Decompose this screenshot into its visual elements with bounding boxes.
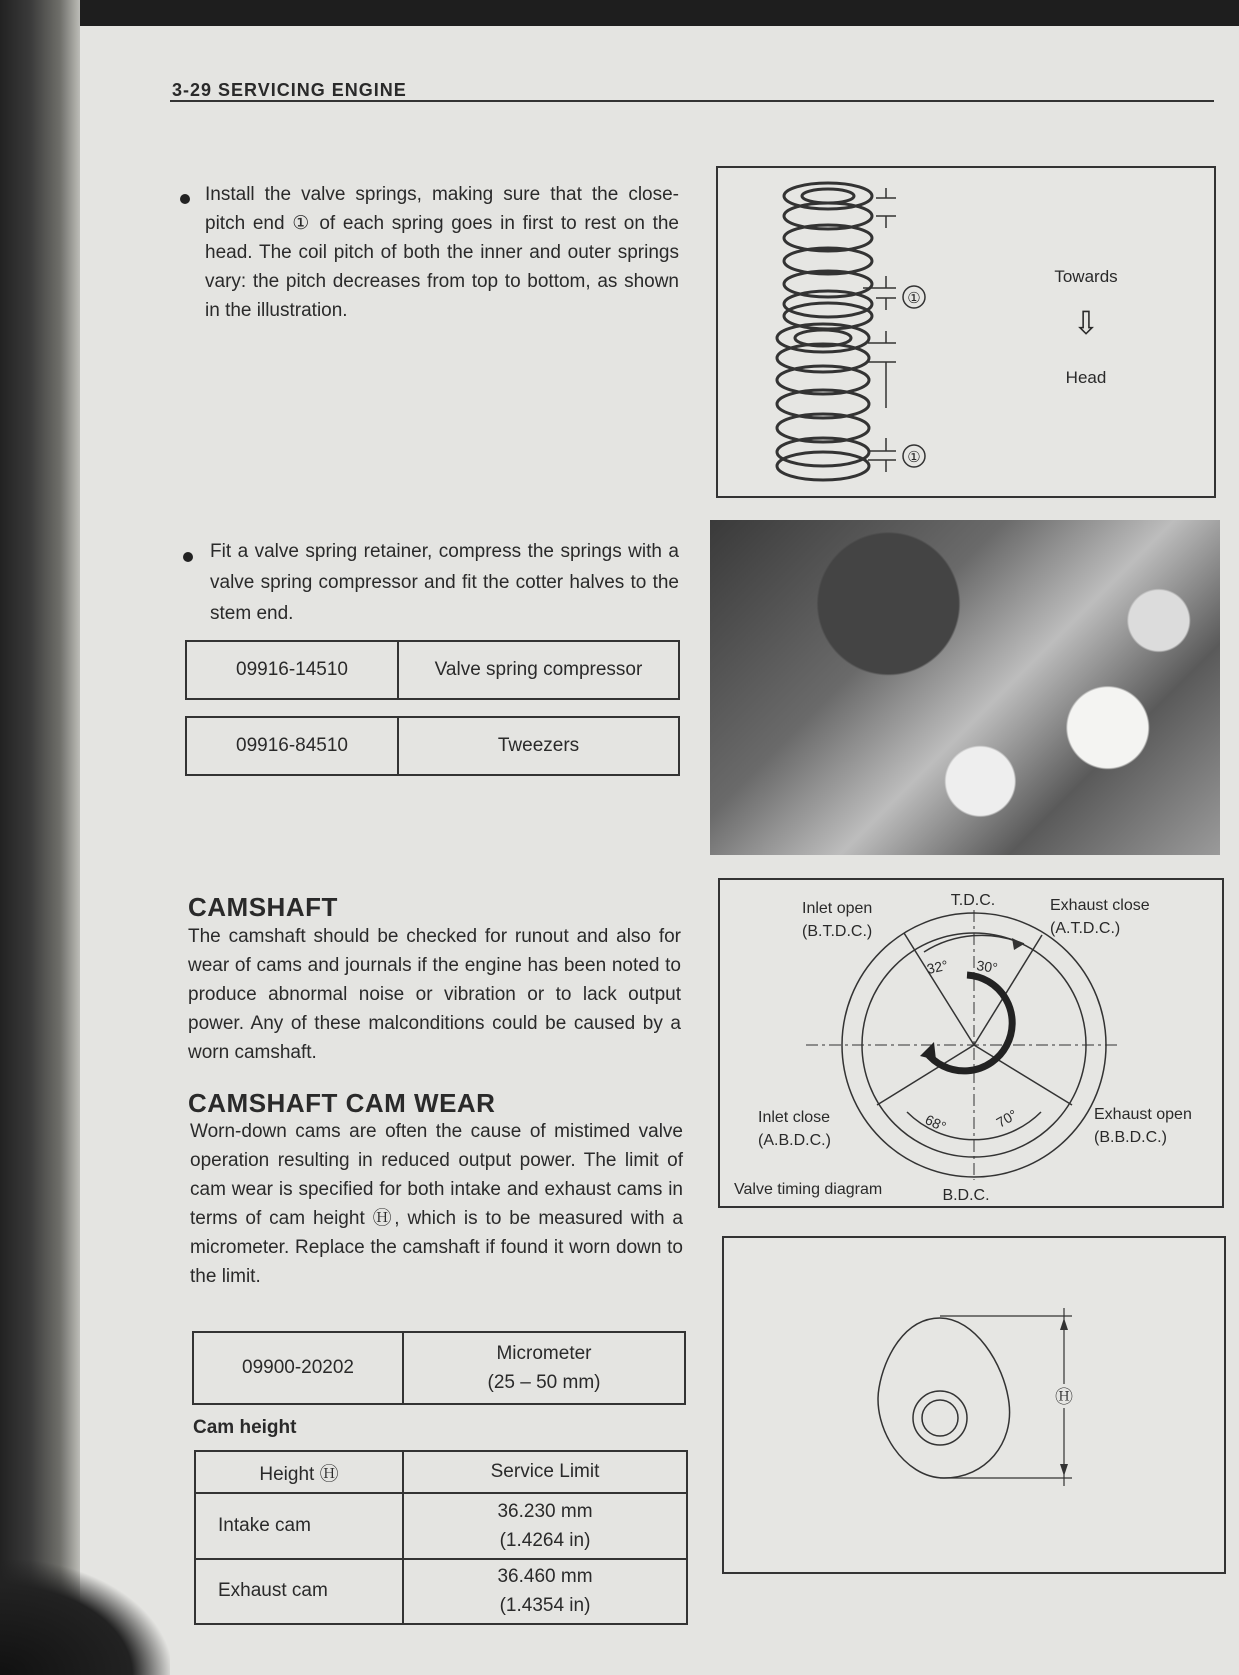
- callout-1-upper: ①: [907, 290, 921, 307]
- height-h-label: Ⓗ: [1055, 1387, 1073, 1407]
- height-dimension: [940, 1308, 1072, 1486]
- dim-arrow-icon: [1060, 1464, 1068, 1476]
- valve-spring-compressor-photo: [710, 520, 1220, 855]
- angle-inlet-open: 32°: [925, 956, 950, 977]
- tool-name-line1: Micrometer: [496, 1343, 592, 1364]
- tool-table-compressor: [185, 640, 680, 700]
- angle-exhaust-close: 30°: [975, 957, 999, 976]
- tool-code: 09900-20202: [193, 1332, 403, 1404]
- tool-table-tweezers: [185, 716, 680, 776]
- row-label: Exhaust cam: [195, 1559, 403, 1625]
- book-binding-edge: [0, 0, 80, 1675]
- inlet-close-label: Inlet close: [758, 1109, 831, 1126]
- cam-wear-heading: CAMSHAFT CAM WEAR: [188, 1088, 496, 1118]
- spring-illustration: [718, 168, 1214, 496]
- row-value: [403, 1493, 687, 1559]
- bdc-label: B.D.C.: [942, 1187, 990, 1204]
- table-row: [195, 1493, 687, 1559]
- cam-shaft-outer: [913, 1391, 967, 1445]
- tool-name: Tweezers: [398, 717, 679, 775]
- value-in: (1.4354 in): [499, 1595, 591, 1617]
- table-header-limit: Service Limit: [403, 1451, 687, 1493]
- value-in: (1.4264 in): [499, 1529, 591, 1551]
- exhaust-open-label: Exhaust open: [1094, 1106, 1192, 1123]
- camshaft-paragraph: The camshaft should be checked for runout and also for wear of cams and journals if the engine has been noted to produce abnormal noise or vibration or to lack output power. Any of these malconditions could be caused by a worn camshaft.: [188, 926, 681, 1063]
- inlet-close-sub: (A.B.D.C.): [758, 1132, 831, 1149]
- angle-inlet-close: 68°: [922, 1111, 949, 1135]
- valve-timing-figure: [718, 878, 1224, 1208]
- dim-arrow-icon: [1060, 1318, 1068, 1330]
- outer-spring-top: [784, 183, 872, 329]
- tdc-label: T.D.C.: [950, 892, 996, 909]
- tool-code: 09916-14510: [186, 641, 398, 699]
- inner-spring-bottom: [777, 324, 869, 480]
- angle-exhaust-open: 70°: [993, 1106, 1020, 1131]
- arrow-icon: [1012, 938, 1024, 950]
- exhaust-open-sub: (B.B.D.C.): [1094, 1129, 1167, 1146]
- tool-name: [403, 1332, 685, 1404]
- inlet-open-sub: (B.T.D.C.): [802, 923, 873, 940]
- cam-lobe: [878, 1318, 1010, 1478]
- exhaust-close-sub: (A.T.D.C.): [1050, 920, 1121, 937]
- tool-code: 09916-84510: [186, 717, 398, 775]
- cam-height-table: [194, 1450, 688, 1625]
- retainer-paragraph: Fit a valve spring retainer, compress the springs with a valve spring compressor and fit the cotter halves to the stem end.: [210, 541, 679, 624]
- exhaust-close-label: Exhaust close: [1050, 897, 1150, 914]
- tool-name: Valve spring compressor: [398, 641, 679, 699]
- cam-height-figure: [722, 1236, 1226, 1574]
- diagram-caption: Valve timing diagram: [734, 1181, 883, 1198]
- towards-label: Towards: [1054, 267, 1118, 286]
- cam-shaft-inner: [922, 1400, 958, 1436]
- down-arrow-icon: ⇩: [1072, 305, 1100, 341]
- value-mm: 36.460 mm: [497, 1566, 593, 1588]
- cam-wear-paragraph: Worn-down cams are often the cause of mistimed valve operation resulting in reduced output power. The limit of cam wear is specified for both intake and exhaust cams in terms of cam height Ⓗ, which is to be measured with a micrometer. Replace the camshaft if found it worn down to the limit.: [190, 1121, 683, 1287]
- callout-1-lower: ①: [907, 449, 921, 466]
- page-header: 3-29 SERVICING ENGINE: [172, 80, 407, 100]
- value-mm: 36.230 mm: [497, 1500, 593, 1522]
- camshaft-heading: CAMSHAFT: [188, 892, 338, 922]
- inlet-open-label: Inlet open: [802, 900, 873, 917]
- bullet-icon: [180, 194, 190, 204]
- cam-profile-illustration: [724, 1238, 1224, 1572]
- scan-top-edge: [0, 0, 1239, 26]
- row-value: [403, 1559, 687, 1625]
- table-row: [195, 1559, 687, 1625]
- tool-name-line2: (25 – 50 mm): [487, 1372, 601, 1393]
- tool-table-micrometer: [192, 1331, 686, 1405]
- scan-shadow-corner: [0, 1560, 170, 1675]
- table-header-height: Height Ⓗ: [195, 1451, 403, 1493]
- valve-timing-diagram: [720, 880, 1222, 1206]
- springs-paragraph: Install the valve springs, making sure that the close-pitch end ① of each spring goes in first to rest on the head. The coil pitch of both the inner and outer springs vary: the pitch decreases from top to bottom, as shown in the illustration.: [205, 184, 679, 321]
- spring-figure: [716, 166, 1216, 498]
- cam-height-subhead: Cam height: [193, 1417, 297, 1438]
- row-label: Intake cam: [195, 1493, 403, 1559]
- head-label: Head: [1065, 368, 1107, 387]
- header-rule: [170, 100, 1214, 102]
- bullet-icon: [183, 552, 193, 562]
